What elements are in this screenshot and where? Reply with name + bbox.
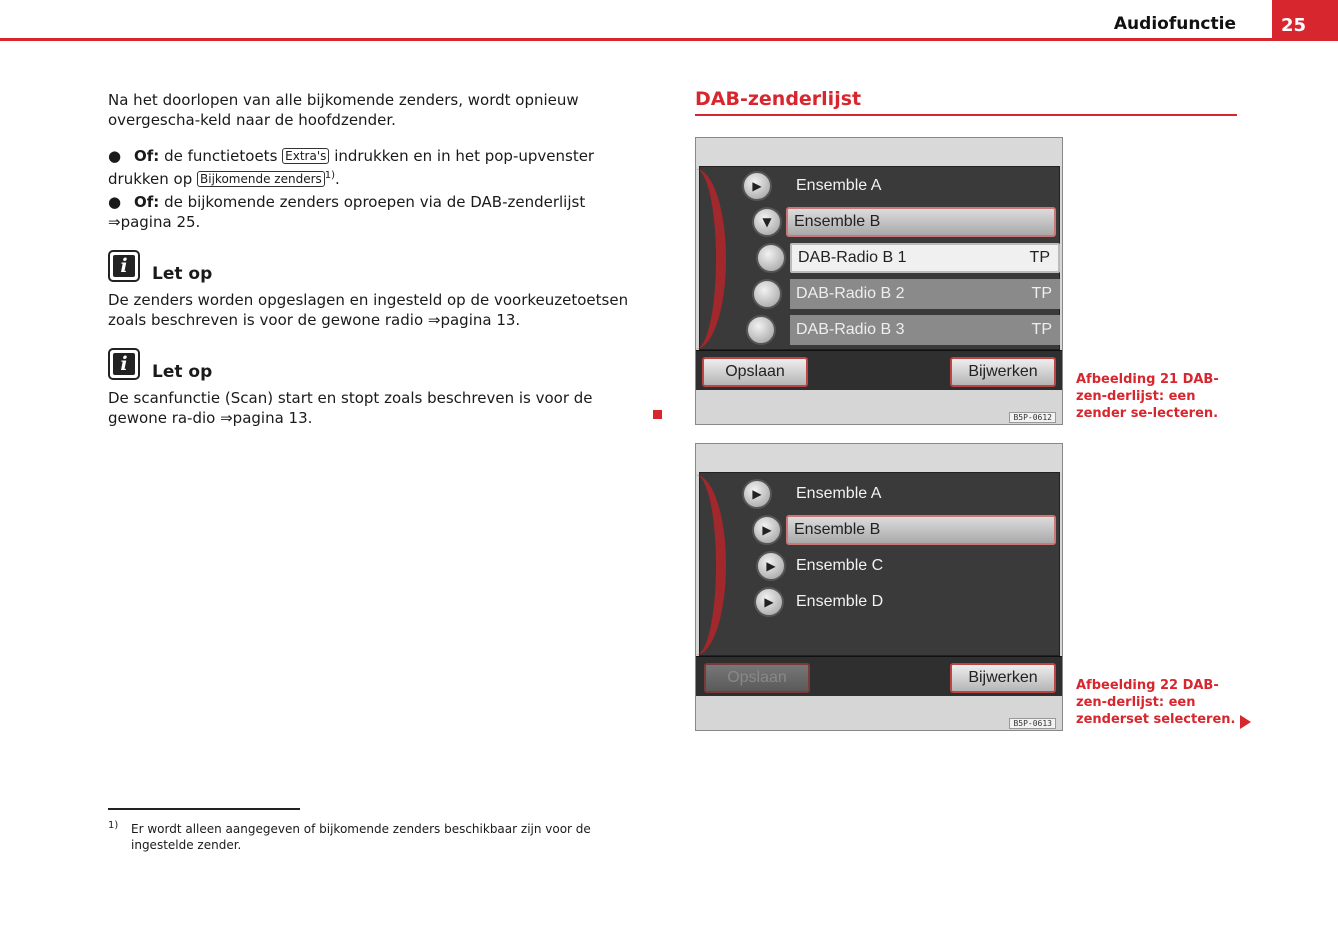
list-item-label: DAB-Radio B 3 [796, 321, 905, 338]
tp-badge: TP [1031, 321, 1052, 338]
figure-caption: Afbeelding 21 DAB-zen-derlijst: een zender se-lecteren. [1076, 372, 1219, 421]
radio-screen [699, 472, 1060, 656]
list-item-label: Ensemble C [796, 557, 884, 574]
list-item[interactable] [790, 171, 1060, 201]
list-item-label: Ensemble D [796, 593, 884, 610]
list-item-label: Ensemble B [794, 213, 881, 230]
list-item-label: Ensemble A [796, 177, 882, 194]
list-item-label: Ensemble A [796, 485, 882, 502]
list-item-label: DAB-Radio B 2 [796, 285, 905, 302]
footnote-text: Er wordt alleen aangegeven of bijkomende zenders beschikbaar zijn voor de ingestelde zender. [131, 822, 591, 852]
bijkomende-zenders-key: Bijkomende zenders [197, 171, 325, 187]
screen-top-bar [696, 138, 1062, 166]
list-item[interactable] [790, 479, 1060, 509]
info-icon [108, 348, 140, 380]
chapter-title: Audiofunctie [1113, 14, 1236, 34]
bijwerken-button[interactable]: Bijwerken [950, 663, 1056, 693]
list-item-label: Ensemble B [794, 521, 881, 538]
station-knob-icon[interactable] [746, 315, 776, 345]
dial-arc [695, 475, 726, 655]
bullet-item [108, 192, 648, 232]
figure-code: B5P-0613 [1009, 718, 1056, 729]
screen-button-bar [696, 350, 1062, 390]
list-item[interactable] [790, 587, 1060, 617]
figure-caption: Afbeelding 22 DAB-zen-derlijst: een zenderset selecteren. [1076, 678, 1236, 727]
dial-arc [695, 169, 726, 349]
section-rule [695, 114, 1237, 116]
footnote-ref[interactable]: 1) [324, 170, 336, 181]
play-icon[interactable]: ▶ [752, 515, 782, 545]
bullet-text: indrukken en in het pop-upvenster drukken op [108, 147, 595, 188]
bijwerken-button[interactable]: Bijwerken [950, 357, 1056, 387]
info-icon-letter: i [113, 255, 135, 277]
section-end-mark [653, 410, 662, 419]
list-item-label: DAB-Radio B 1 [798, 249, 907, 266]
tp-badge: TP [1031, 285, 1052, 302]
figure-code: B5P-0612 [1009, 412, 1056, 423]
list-item[interactable] [786, 515, 1056, 545]
intro-paragraph: Na het doorlopen van alle bijkomende zenders, wordt opnieuw overgescha-keld naar de hoofdzender. [108, 91, 579, 129]
station-knob-icon[interactable] [756, 243, 786, 273]
play-icon[interactable]: ▶ [756, 551, 786, 581]
list-item[interactable] [790, 315, 1060, 345]
note-text: De scanfunctie (Scan) start en stopt zoals beschreven is voor de gewone ra-dio ⇒pagina 13. [108, 389, 593, 427]
tp-badge: TP [1029, 249, 1050, 266]
header-rule [0, 38, 1338, 41]
figure-footer [696, 390, 1062, 425]
footnote-number: 1) [108, 820, 119, 831]
bullet-text: de functietoets [164, 147, 278, 165]
note-title: Let op [152, 264, 213, 284]
chevron-down-icon[interactable]: ▼ [752, 207, 782, 237]
next-page-arrow-icon[interactable] [1240, 715, 1251, 729]
note-text: De zenders worden opgeslagen en ingesteld op de voorkeuzetoetsen zoals beschreven is voor de gewone radio ⇒pagina 13. [108, 291, 629, 329]
play-icon[interactable]: ▶ [742, 171, 772, 201]
info-icon-letter: i [113, 353, 135, 375]
bullet-text: de bijkomende zenders oproepen via de DAB-zenderlijst ⇒pagina 25. [108, 193, 586, 231]
bullet-end: . [335, 170, 340, 188]
opslaan-button[interactable]: Opslaan [704, 663, 810, 693]
play-icon[interactable]: ▶ [742, 479, 772, 509]
list-item[interactable] [790, 279, 1060, 309]
opslaan-button[interactable]: Opslaan [702, 357, 808, 387]
bullet-dot: ● [108, 193, 122, 211]
bullet-label: Of: [134, 147, 160, 165]
figure-dab-ensemble-list [695, 443, 1063, 731]
station-knob-icon[interactable] [752, 279, 782, 309]
list-item[interactable] [790, 551, 1060, 581]
info-icon [108, 250, 140, 282]
figure-footer [696, 696, 1062, 731]
note-title: Let op [152, 362, 213, 382]
footnote-rule [108, 808, 300, 810]
play-icon[interactable]: ▶ [754, 587, 784, 617]
radio-screen [699, 166, 1060, 350]
figure-dab-station-list [695, 137, 1063, 425]
bullet-label: Of: [134, 193, 160, 211]
list-item[interactable] [790, 243, 1060, 273]
extras-key: Extra's [282, 148, 329, 164]
list-item[interactable] [786, 207, 1056, 237]
screen-button-bar [696, 656, 1062, 696]
page-number: 25 [1272, 0, 1338, 41]
bullet-dot: ● [108, 147, 122, 165]
bullet-item [108, 146, 648, 189]
screen-top-bar [696, 444, 1062, 472]
section-title: DAB-zenderlijst [695, 88, 862, 110]
